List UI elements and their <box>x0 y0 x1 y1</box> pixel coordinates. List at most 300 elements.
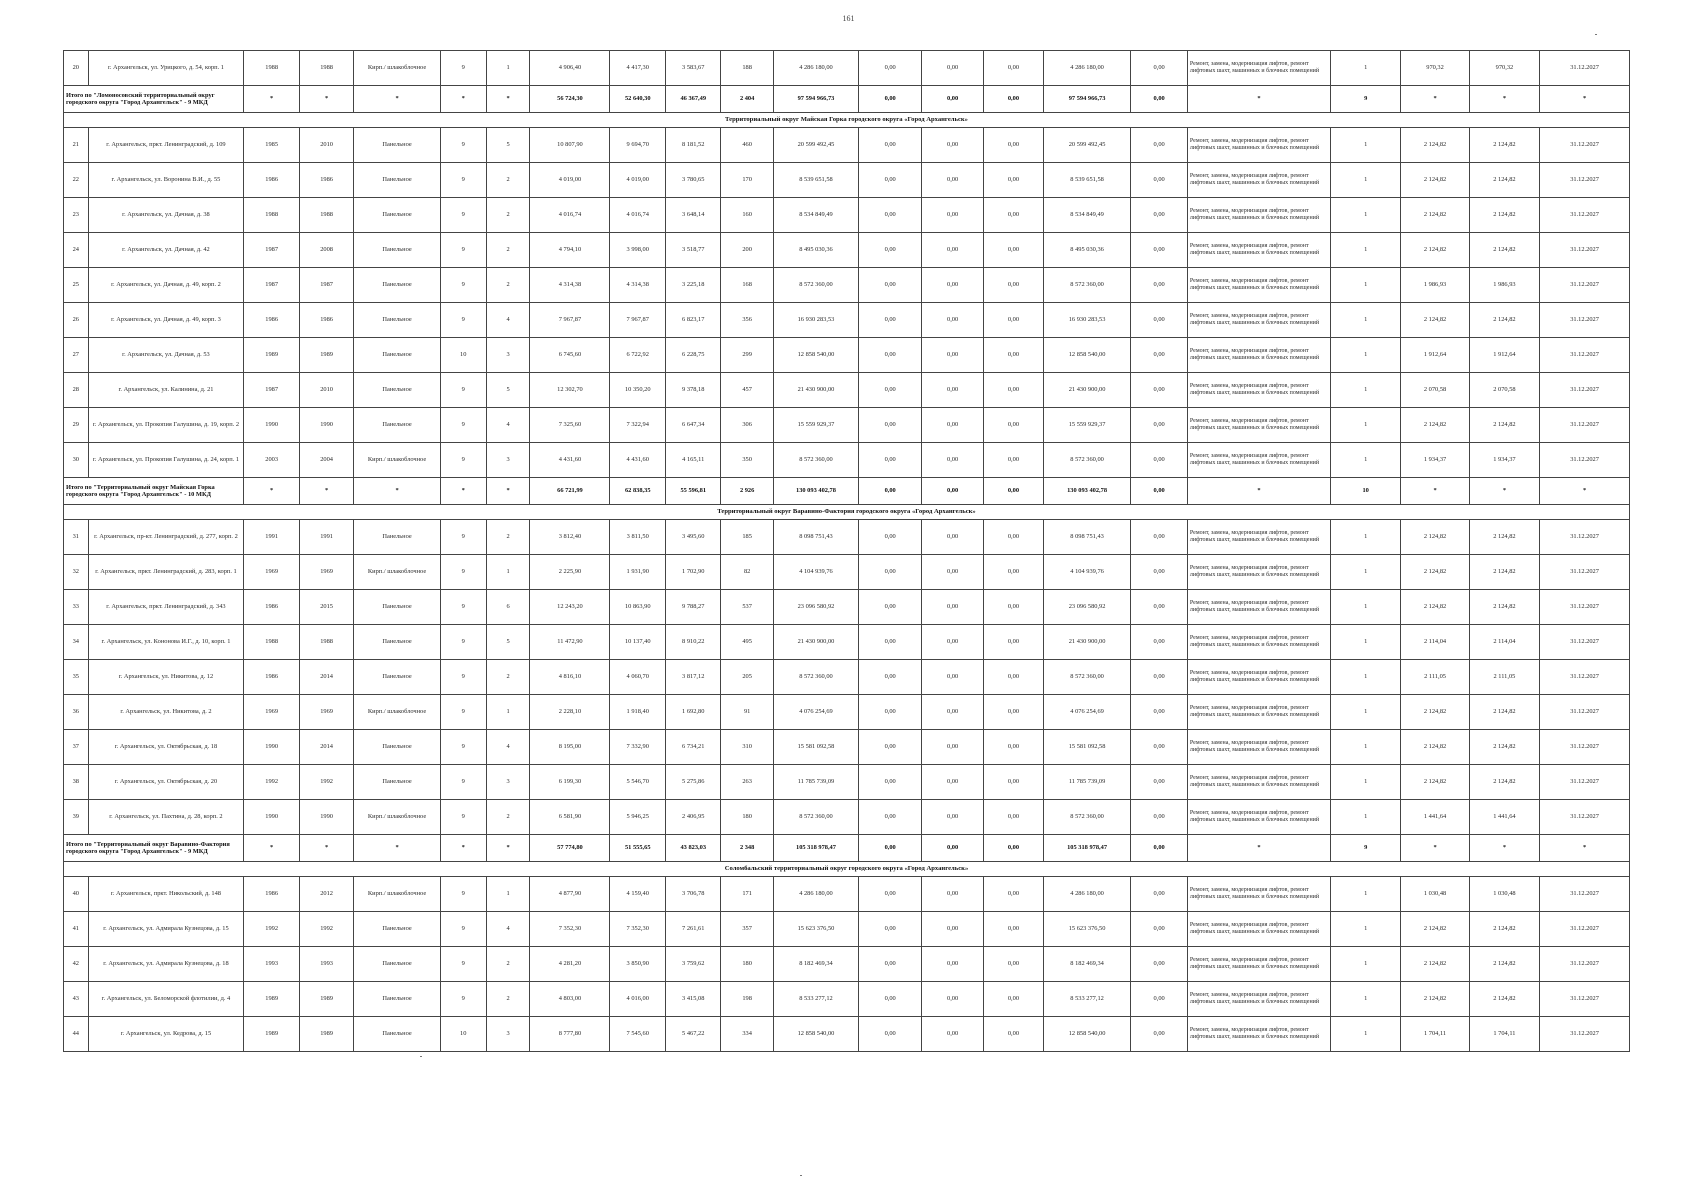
cell-area-total: 2 228,10 <box>530 695 610 730</box>
cell-unit-cost: 2 124,82 <box>1401 695 1469 730</box>
cell-fund-other: 0,00 <box>1131 625 1188 660</box>
cell-material: Панельное <box>354 660 440 695</box>
cell-year-built: 1986 <box>244 163 300 198</box>
cell-works: Ремонт, замена, модернизация лифтов, ремонт лифтовых шахт, машинных и блочных помещений <box>1187 590 1330 625</box>
cell-fund-owners: 12 858 540,00 <box>1043 338 1131 373</box>
cell-unit-cost: 2 124,82 <box>1401 128 1469 163</box>
cell-floors: 9 <box>440 128 486 163</box>
district-total-row <box>64 478 1630 505</box>
cell-fund-owners: 8 572 360,00 <box>1043 800 1131 835</box>
cell-unit-cost: 2 124,82 <box>1401 520 1469 555</box>
cell-residents: 356 <box>721 303 773 338</box>
cell-deadline: 31.12.2027 <box>1540 338 1630 373</box>
cell-lifts: 1 <box>1330 128 1400 163</box>
cell-works: Ремонт, замена, модернизация лифтов, ремонт лифтовых шахт, машинных и блочных помещений <box>1187 877 1330 912</box>
cell-fund-local: 0,00 <box>984 198 1044 233</box>
cell-works: Ремонт, замена, модернизация лифтов, ремонт лифтовых шахт, машинных и блочных помещений <box>1187 128 1330 163</box>
cell-floors: 9 <box>440 268 486 303</box>
cell-fund-region: 0,00 <box>922 163 984 198</box>
table-row <box>64 51 1630 86</box>
cell-deadline: 31.12.2027 <box>1540 877 1630 912</box>
cell-placeholder: * <box>1469 835 1539 862</box>
cell-entrances: 1 <box>486 695 530 730</box>
cell-cost-total: 8 572 360,00 <box>773 800 858 835</box>
cell-material: Панельное <box>354 1017 440 1052</box>
cell-year-overhaul: 1988 <box>299 198 353 233</box>
cell-max-cost: 2 124,82 <box>1469 590 1539 625</box>
cell-fund-region: 0,00 <box>922 660 984 695</box>
cell-max-cost: 1 704,11 <box>1469 1017 1539 1052</box>
cell-no: 25 <box>64 268 89 303</box>
cell-area-premises: 1 918,40 <box>610 695 666 730</box>
total-cost-total: 130 093 402,78 <box>773 478 858 505</box>
cell-no: 37 <box>64 730 89 765</box>
district-section-header <box>64 862 1630 877</box>
cell-area-residential: 9 378,18 <box>665 373 721 408</box>
cell-unit-cost: 2 124,82 <box>1401 912 1469 947</box>
cell-year-built: 1985 <box>244 128 300 163</box>
cell-year-built: 1988 <box>244 51 300 86</box>
cell-area-residential: 3 706,78 <box>665 877 721 912</box>
cell-fund-owners: 15 559 929,37 <box>1043 408 1131 443</box>
cell-no: 35 <box>64 660 89 695</box>
cell-cost-total: 16 930 283,53 <box>773 303 858 338</box>
cell-placeholder: * <box>299 86 353 113</box>
cell-fund-owners: 16 930 283,53 <box>1043 303 1131 338</box>
cell-year-built: 1991 <box>244 520 300 555</box>
cell-floors: 9 <box>440 877 486 912</box>
cell-entrances: 5 <box>486 373 530 408</box>
cell-fund-other: 0,00 <box>1131 520 1188 555</box>
cell-placeholder: * <box>354 478 440 505</box>
cell-area-total: 4 906,40 <box>530 51 610 86</box>
cell-area-total: 8 777,80 <box>530 1017 610 1052</box>
cell-fund-other: 0,00 <box>1131 555 1188 590</box>
cell-entrances: 2 <box>486 163 530 198</box>
total-fund-local: 0,00 <box>984 86 1044 113</box>
cell-floors: 10 <box>440 338 486 373</box>
cell-fund-other: 0,00 <box>1131 163 1188 198</box>
cell-fund-local: 0,00 <box>984 912 1044 947</box>
cell-no: 38 <box>64 765 89 800</box>
cell-entrances: 3 <box>486 338 530 373</box>
cell-max-cost: 1 030,48 <box>1469 877 1539 912</box>
cell-placeholder: * <box>299 835 353 862</box>
cell-area-residential: 3 759,62 <box>665 947 721 982</box>
cell-fund-region: 0,00 <box>922 408 984 443</box>
cell-cost-total: 4 286 180,00 <box>773 51 858 86</box>
cell-lifts: 1 <box>1330 947 1400 982</box>
cell-no: 40 <box>64 877 89 912</box>
cell-area-premises: 5 546,70 <box>610 765 666 800</box>
cell-residents: 263 <box>721 765 773 800</box>
cell-area-premises: 9 694,70 <box>610 128 666 163</box>
cell-unit-cost: 2 111,05 <box>1401 660 1469 695</box>
table-row <box>64 373 1630 408</box>
cell-cost-total: 12 858 540,00 <box>773 1017 858 1052</box>
cell-floors: 9 <box>440 982 486 1017</box>
cell-entrances: 1 <box>486 555 530 590</box>
cell-entrances: 2 <box>486 660 530 695</box>
cell-fund-local: 0,00 <box>984 877 1044 912</box>
cell-address: г. Архангельск, ул. Беломорской флотилии, д. 4 <box>88 982 244 1017</box>
cell-unit-cost: 2 124,82 <box>1401 765 1469 800</box>
total-fund-other: 0,00 <box>1131 86 1188 113</box>
cell-deadline: 31.12.2027 <box>1540 912 1630 947</box>
cell-fund-local: 0,00 <box>984 233 1044 268</box>
total-area-total: 56 724,30 <box>530 86 610 113</box>
cell-year-overhaul: 1986 <box>299 163 353 198</box>
cell-residents: 180 <box>721 947 773 982</box>
cell-fund-owners: 4 286 180,00 <box>1043 877 1131 912</box>
cell-max-cost: 2 124,82 <box>1469 555 1539 590</box>
cell-works: Ремонт, замена, модернизация лифтов, ремонт лифтовых шахт, машинных и блочных помещений <box>1187 695 1330 730</box>
cell-fund-other: 0,00 <box>1131 660 1188 695</box>
cell-fund-local: 0,00 <box>984 982 1044 1017</box>
table-row <box>64 947 1630 982</box>
cell-fund-other: 0,00 <box>1131 408 1188 443</box>
cell-material: Панельное <box>354 520 440 555</box>
cell-placeholder: * <box>486 835 530 862</box>
cell-material: Панельное <box>354 765 440 800</box>
cell-max-cost: 2 114,04 <box>1469 625 1539 660</box>
cell-deadline: 31.12.2027 <box>1540 1017 1630 1052</box>
section-title: Территориальный округ Варавино-Фактория городского округа «Город Архангельск» <box>64 505 1630 520</box>
cell-year-built: 1969 <box>244 695 300 730</box>
table-row <box>64 877 1630 912</box>
cell-year-overhaul: 1990 <box>299 408 353 443</box>
cell-fund-region: 0,00 <box>922 625 984 660</box>
cell-fund-local: 0,00 <box>984 555 1044 590</box>
cell-placeholder: * <box>440 835 486 862</box>
cell-fund-other: 0,00 <box>1131 1017 1188 1052</box>
cell-entrances: 5 <box>486 625 530 660</box>
cell-year-overhaul: 2004 <box>299 443 353 478</box>
cell-entrances: 6 <box>486 590 530 625</box>
table-row <box>64 268 1630 303</box>
cell-area-premises: 4 016,74 <box>610 198 666 233</box>
cell-works: Ремонт, замена, модернизация лифтов, ремонт лифтовых шахт, машинных и блочных помещений <box>1187 625 1330 660</box>
district-total-row <box>64 835 1630 862</box>
total-area-total: 66 721,99 <box>530 478 610 505</box>
cell-no: 32 <box>64 555 89 590</box>
cell-area-premises: 7 352,30 <box>610 912 666 947</box>
cell-max-cost: 970,32 <box>1469 51 1539 86</box>
cell-year-overhaul: 1989 <box>299 1017 353 1052</box>
cell-works: Ремонт, замена, модернизация лифтов, ремонт лифтовых шахт, машинных и блочных помещений <box>1187 233 1330 268</box>
total-area-residential: 55 596,81 <box>665 478 721 505</box>
cell-fund-federal: 0,00 <box>859 590 922 625</box>
cell-placeholder: * <box>244 86 300 113</box>
cell-works: Ремонт, замена, модернизация лифтов, ремонт лифтовых шахт, машинных и блочных помещений <box>1187 912 1330 947</box>
cell-fund-other: 0,00 <box>1131 373 1188 408</box>
cell-fund-region: 0,00 <box>922 1017 984 1052</box>
cell-works: Ремонт, замена, модернизация лифтов, ремонт лифтовых шахт, машинных и блочных помещений <box>1187 730 1330 765</box>
cell-fund-owners: 8 539 651,58 <box>1043 163 1131 198</box>
cell-fund-federal: 0,00 <box>859 947 922 982</box>
cell-fund-federal: 0,00 <box>859 912 922 947</box>
cell-max-cost: 1 912,64 <box>1469 338 1539 373</box>
table-row <box>64 912 1630 947</box>
cell-area-total: 4 803,00 <box>530 982 610 1017</box>
cell-lifts: 1 <box>1330 877 1400 912</box>
cell-entrances: 2 <box>486 198 530 233</box>
cell-year-overhaul: 1991 <box>299 520 353 555</box>
cell-fund-owners: 11 785 739,09 <box>1043 765 1131 800</box>
cell-residents: 171 <box>721 877 773 912</box>
cell-cost-total: 20 599 492,45 <box>773 128 858 163</box>
total-fund-other: 0,00 <box>1131 478 1188 505</box>
cell-fund-local: 0,00 <box>984 660 1044 695</box>
cell-deadline: 31.12.2027 <box>1540 303 1630 338</box>
cell-works: Ремонт, замена, модернизация лифтов, ремонт лифтовых шахт, машинных и блочных помещений <box>1187 163 1330 198</box>
cell-year-overhaul: 1992 <box>299 912 353 947</box>
cell-works: Ремонт, замена, модернизация лифтов, ремонт лифтовых шахт, машинных и блочных помещений <box>1187 982 1330 1017</box>
cell-max-cost: 2 124,82 <box>1469 912 1539 947</box>
cell-year-overhaul: 1986 <box>299 303 353 338</box>
cell-no: 43 <box>64 982 89 1017</box>
cell-fund-owners: 21 430 900,00 <box>1043 373 1131 408</box>
cell-fund-region: 0,00 <box>922 765 984 800</box>
cell-works: Ремонт, замена, модернизация лифтов, ремонт лифтовых шахт, машинных и блочных помещений <box>1187 51 1330 86</box>
total-area-premises: 51 555,65 <box>610 835 666 862</box>
cell-material: Панельное <box>354 373 440 408</box>
cell-no: 44 <box>64 1017 89 1052</box>
cell-area-premises: 7 322,94 <box>610 408 666 443</box>
cell-residents: 185 <box>721 520 773 555</box>
cell-fund-region: 0,00 <box>922 128 984 163</box>
table-row <box>64 695 1630 730</box>
cell-fund-region: 0,00 <box>922 443 984 478</box>
table-row <box>64 590 1630 625</box>
cell-entrances: 4 <box>486 303 530 338</box>
cell-area-residential: 3 225,18 <box>665 268 721 303</box>
cell-fund-other: 0,00 <box>1131 695 1188 730</box>
cell-area-residential: 3 817,12 <box>665 660 721 695</box>
total-fund-region: 0,00 <box>922 835 984 862</box>
cell-residents: 91 <box>721 695 773 730</box>
cell-year-built: 1992 <box>244 765 300 800</box>
cell-area-residential: 3 495,60 <box>665 520 721 555</box>
cell-year-overhaul: 2008 <box>299 233 353 268</box>
cell-entrances: 4 <box>486 730 530 765</box>
cell-fund-local: 0,00 <box>984 408 1044 443</box>
total-area-total: 57 774,80 <box>530 835 610 862</box>
cell-material: Панельное <box>354 233 440 268</box>
cell-area-residential: 6 823,17 <box>665 303 721 338</box>
cell-unit-cost: 2 124,82 <box>1401 555 1469 590</box>
cell-area-residential: 1 692,80 <box>665 695 721 730</box>
cell-fund-region: 0,00 <box>922 303 984 338</box>
cell-area-residential: 3 415,08 <box>665 982 721 1017</box>
cell-deadline: 31.12.2027 <box>1540 268 1630 303</box>
cell-area-premises: 7 332,90 <box>610 730 666 765</box>
cell-floors: 9 <box>440 765 486 800</box>
cell-fund-owners: 8 533 277,12 <box>1043 982 1131 1017</box>
cell-fund-region: 0,00 <box>922 198 984 233</box>
cell-area-residential: 5 275,86 <box>665 765 721 800</box>
cell-area-premises: 10 137,40 <box>610 625 666 660</box>
cell-residents: 350 <box>721 443 773 478</box>
cell-fund-federal: 0,00 <box>859 163 922 198</box>
cell-deadline: 31.12.2027 <box>1540 947 1630 982</box>
cell-material: Панельное <box>354 982 440 1017</box>
cell-floors: 9 <box>440 233 486 268</box>
cell-material: Панельное <box>354 625 440 660</box>
cell-entrances: 2 <box>486 982 530 1017</box>
cell-cost-total: 15 581 092,58 <box>773 730 858 765</box>
cell-works: Ремонт, замена, модернизация лифтов, ремонт лифтовых шахт, машинных и блочных помещений <box>1187 338 1330 373</box>
cell-placeholder: * <box>244 835 300 862</box>
cell-max-cost: 1 934,37 <box>1469 443 1539 478</box>
cell-year-built: 1987 <box>244 373 300 408</box>
cell-no: 34 <box>64 625 89 660</box>
cell-fund-owners: 8 572 360,00 <box>1043 443 1131 478</box>
cell-max-cost: 1 441,64 <box>1469 800 1539 835</box>
cell-area-residential: 6 228,75 <box>665 338 721 373</box>
cell-residents: 180 <box>721 800 773 835</box>
cell-fund-local: 0,00 <box>984 373 1044 408</box>
cell-area-premises: 4 159,40 <box>610 877 666 912</box>
cell-lifts: 1 <box>1330 51 1400 86</box>
cell-unit-cost: 2 070,58 <box>1401 373 1469 408</box>
cell-placeholder: * <box>244 478 300 505</box>
cell-year-built: 1987 <box>244 233 300 268</box>
cell-entrances: 2 <box>486 947 530 982</box>
cell-cost-total: 8 572 360,00 <box>773 443 858 478</box>
cell-deadline: 31.12.2027 <box>1540 163 1630 198</box>
cell-material: Панельное <box>354 268 440 303</box>
cell-fund-region: 0,00 <box>922 947 984 982</box>
cell-placeholder: * <box>1540 478 1630 505</box>
cell-placeholder: * <box>1187 86 1330 113</box>
cell-no: 28 <box>64 373 89 408</box>
cell-year-built: 1986 <box>244 877 300 912</box>
cell-lifts: 1 <box>1330 982 1400 1017</box>
cell-year-built: 1993 <box>244 947 300 982</box>
scan-speck <box>800 1175 802 1176</box>
cell-year-built: 1986 <box>244 303 300 338</box>
cell-fund-federal: 0,00 <box>859 695 922 730</box>
cell-no: 36 <box>64 695 89 730</box>
cell-address: г. Архангельск, ул. Прокопия Галушина, д. 19, корп. 2 <box>88 408 244 443</box>
total-fund-owners: 97 594 966,73 <box>1043 86 1131 113</box>
cell-year-overhaul: 2010 <box>299 128 353 163</box>
cell-area-residential: 6 734,21 <box>665 730 721 765</box>
cell-lifts: 1 <box>1330 233 1400 268</box>
cell-max-cost: 2 124,82 <box>1469 128 1539 163</box>
cell-area-premises: 4 016,00 <box>610 982 666 1017</box>
cell-area-total: 2 225,90 <box>530 555 610 590</box>
cell-fund-owners: 21 430 900,00 <box>1043 625 1131 660</box>
total-fund-other: 0,00 <box>1131 835 1188 862</box>
cell-cost-total: 12 858 540,00 <box>773 338 858 373</box>
cell-no: 42 <box>64 947 89 982</box>
scan-speck <box>1595 34 1597 35</box>
cell-works: Ремонт, замена, модернизация лифтов, ремонт лифтовых шахт, машинных и блочных помещений <box>1187 765 1330 800</box>
cell-year-built: 1990 <box>244 408 300 443</box>
cell-area-premises: 3 998,00 <box>610 233 666 268</box>
cell-residents: 457 <box>721 373 773 408</box>
cell-fund-region: 0,00 <box>922 800 984 835</box>
cell-no: 21 <box>64 128 89 163</box>
total-area-residential: 43 823,03 <box>665 835 721 862</box>
cell-fund-federal: 0,00 <box>859 660 922 695</box>
cell-year-built: 1990 <box>244 800 300 835</box>
cell-lifts: 1 <box>1330 198 1400 233</box>
cell-fund-owners: 8 495 030,36 <box>1043 233 1131 268</box>
cell-fund-other: 0,00 <box>1131 233 1188 268</box>
scan-speck <box>420 1056 422 1057</box>
cell-area-total: 11 472,90 <box>530 625 610 660</box>
total-lifts: 9 <box>1330 835 1400 862</box>
total-fund-region: 0,00 <box>922 86 984 113</box>
cell-lifts: 1 <box>1330 660 1400 695</box>
cell-deadline: 31.12.2027 <box>1540 198 1630 233</box>
cell-cost-total: 4 076 254,69 <box>773 695 858 730</box>
cell-area-premises: 4 431,60 <box>610 443 666 478</box>
cell-address: г. Архангельск, ул. Никитова, д. 2 <box>88 695 244 730</box>
cell-deadline: 31.12.2027 <box>1540 233 1630 268</box>
cell-area-premises: 1 931,90 <box>610 555 666 590</box>
cell-max-cost: 2 124,82 <box>1469 982 1539 1017</box>
cell-fund-other: 0,00 <box>1131 877 1188 912</box>
cell-area-premises: 5 946,25 <box>610 800 666 835</box>
cell-address: г. Архангельск, ул. Калинина, д. 21 <box>88 373 244 408</box>
cell-lifts: 1 <box>1330 443 1400 478</box>
cell-entrances: 2 <box>486 800 530 835</box>
cell-residents: 357 <box>721 912 773 947</box>
total-fund-federal: 0,00 <box>859 835 922 862</box>
cell-fund-local: 0,00 <box>984 947 1044 982</box>
cell-year-built: 1986 <box>244 660 300 695</box>
table-row <box>64 163 1630 198</box>
cell-fund-federal: 0,00 <box>859 373 922 408</box>
cell-area-premises: 7 545,60 <box>610 1017 666 1052</box>
cell-deadline: 31.12.2027 <box>1540 128 1630 163</box>
cell-deadline: 31.12.2027 <box>1540 408 1630 443</box>
cell-material: Панельное <box>354 590 440 625</box>
cell-year-overhaul: 1992 <box>299 765 353 800</box>
cell-area-residential: 3 648,14 <box>665 198 721 233</box>
cell-fund-owners: 12 858 540,00 <box>1043 1017 1131 1052</box>
cell-material: Кирп./ шлакоблочное <box>354 877 440 912</box>
table-row <box>64 303 1630 338</box>
cell-unit-cost: 2 124,82 <box>1401 408 1469 443</box>
cell-floors: 9 <box>440 590 486 625</box>
cell-deadline: 31.12.2027 <box>1540 373 1630 408</box>
cell-area-total: 10 807,90 <box>530 128 610 163</box>
cell-address: г. Архангельск, пр-кт. Ленинградский, д. 277, корп. 2 <box>88 520 244 555</box>
cell-area-residential: 2 406,95 <box>665 800 721 835</box>
cell-address: г. Архангельск, ул. Октябрьская, д. 20 <box>88 765 244 800</box>
cell-year-overhaul: 2010 <box>299 373 353 408</box>
cell-year-built: 1969 <box>244 555 300 590</box>
cell-area-total: 12 243,20 <box>530 590 610 625</box>
cell-fund-other: 0,00 <box>1131 730 1188 765</box>
cell-material: Панельное <box>354 163 440 198</box>
cell-max-cost: 2 124,82 <box>1469 198 1539 233</box>
cell-entrances: 4 <box>486 912 530 947</box>
cell-year-overhaul: 2015 <box>299 590 353 625</box>
cell-placeholder: * <box>1401 478 1469 505</box>
cell-fund-region: 0,00 <box>922 51 984 86</box>
cell-max-cost: 1 986,93 <box>1469 268 1539 303</box>
cell-entrances: 3 <box>486 1017 530 1052</box>
cell-fund-federal: 0,00 <box>859 198 922 233</box>
total-fund-federal: 0,00 <box>859 478 922 505</box>
cell-deadline: 31.12.2027 <box>1540 982 1630 1017</box>
